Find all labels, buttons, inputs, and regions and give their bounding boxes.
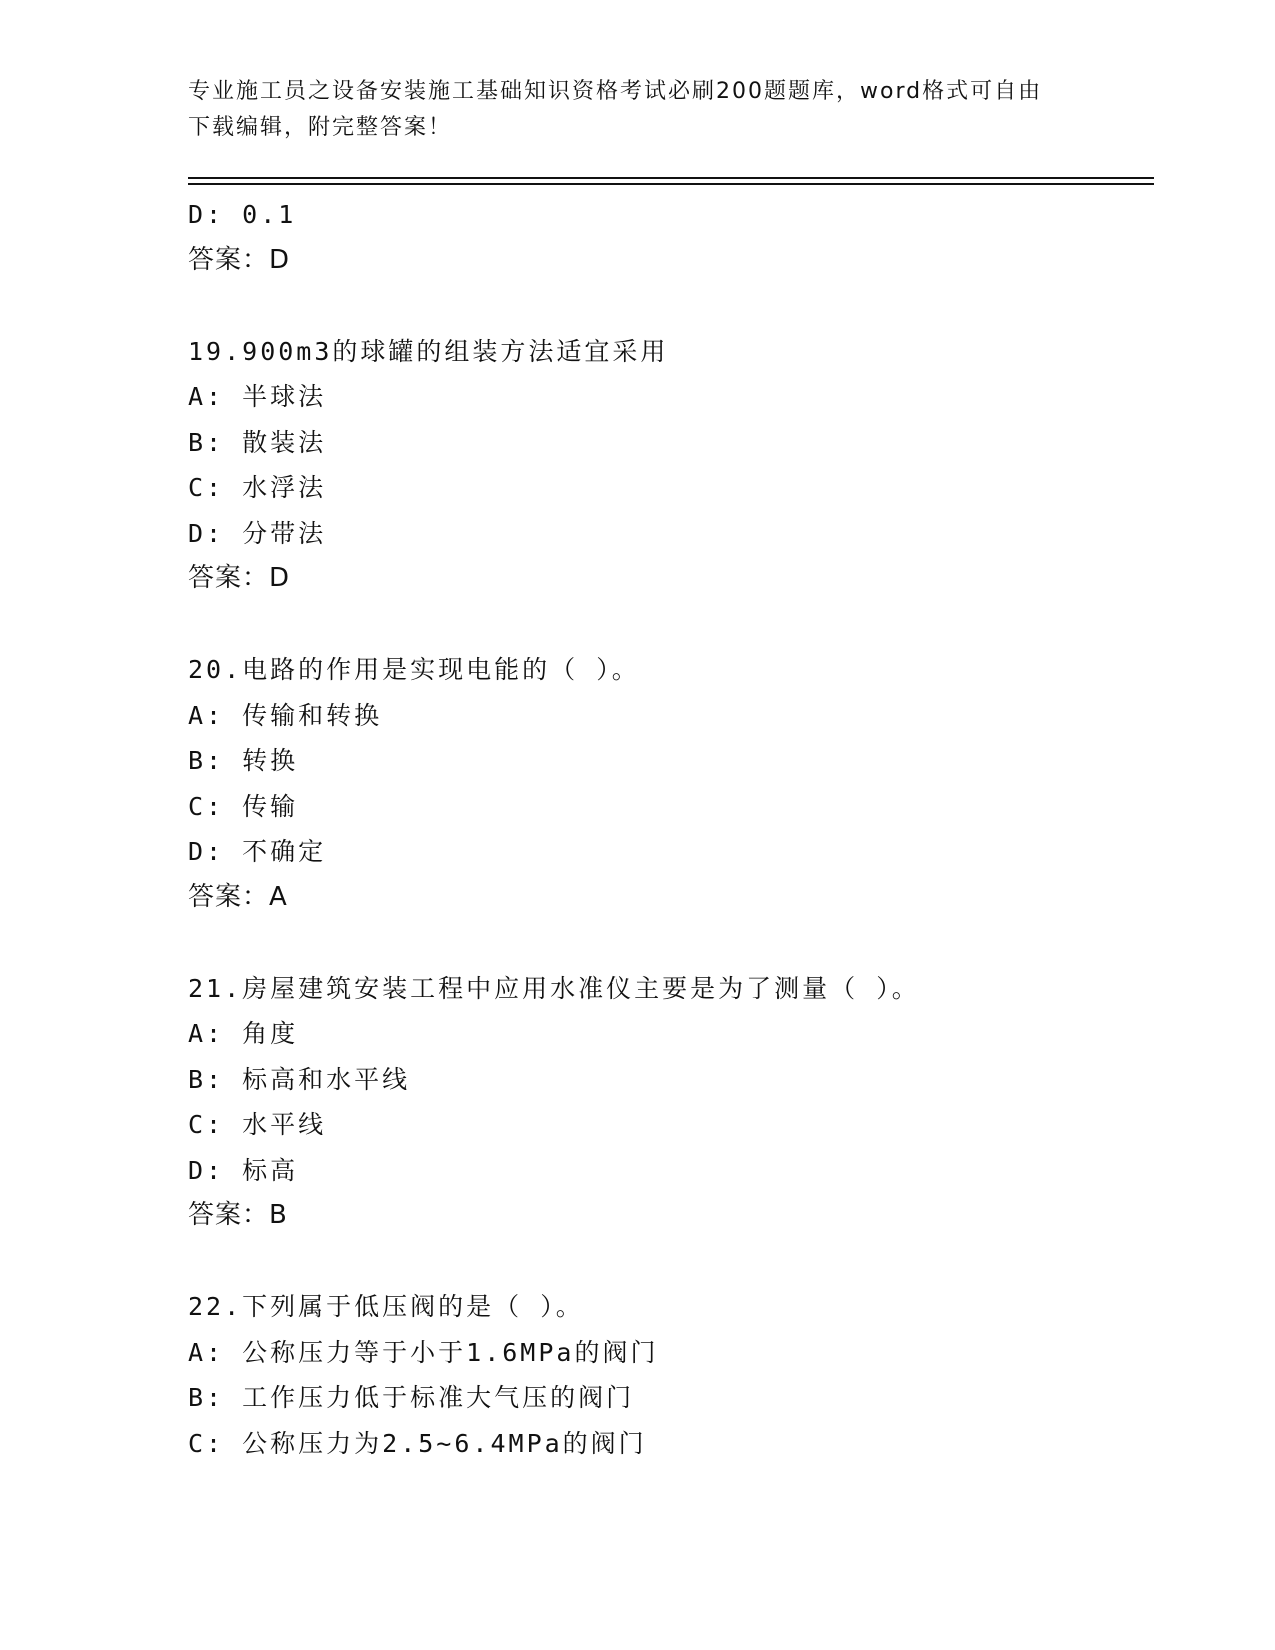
question-stem: 21.房屋建筑安装工程中应用水准仪主要是为了测量（ ）。 — [188, 973, 920, 1003]
option-d: D: 标高 — [188, 1155, 299, 1185]
document-title-line-2: 下载编辑，附完整答案！ — [188, 115, 453, 140]
option-a: A: 半球法 — [188, 382, 327, 411]
question-stem: 19.900m3的球罐的组装方法适宜采用 — [188, 336, 669, 366]
answer-line: 答案：D — [188, 563, 291, 593]
option-c: C: 公称压力为2.5~6.4MPa的阀门 — [188, 1428, 647, 1458]
header-divider-top — [188, 177, 1154, 179]
spacer — [188, 283, 1154, 329]
answer-line: 答案：D — [188, 244, 291, 275]
header-divider-bottom — [188, 183, 1154, 185]
option-c: C: 水浮法 — [188, 473, 327, 502]
question-22 — [188, 1284, 1154, 1466]
option-b: B: 散装法 — [188, 427, 327, 457]
document-title-line-1: 专业施工员之设备安装施工基础知识资格考试必刷200题题库，word格式可自由 — [188, 79, 1043, 104]
question-list — [188, 192, 1154, 1466]
option-a: A: 公称压力等于小于1.6MPa的阀门 — [188, 1337, 659, 1367]
option-b: B: 标高和水平线 — [188, 1064, 411, 1094]
answer-line: 答案：A — [188, 881, 288, 912]
option-b: B: 工作压力低于标准大气压的阀门 — [188, 1383, 635, 1412]
previous-question-fragment — [188, 192, 1154, 283]
option-d: D: 不确定 — [188, 837, 327, 866]
page-header — [188, 74, 1088, 146]
option-b: B: 转换 — [188, 746, 299, 775]
answer-line: 答案：B — [188, 1200, 288, 1230]
question-stem: 20.电路的作用是实现电能的（ ）。 — [188, 655, 640, 684]
question-19 — [188, 329, 1154, 602]
spacer — [188, 920, 1154, 966]
option-a: A: 角度 — [188, 1019, 299, 1048]
option-d: D: 分带法 — [188, 518, 327, 548]
question-21 — [188, 966, 1154, 1239]
option-c: C: 水平线 — [188, 1110, 327, 1139]
option-a: A: 传输和转换 — [188, 700, 383, 730]
question-stem: 22.下列属于低压阀的是（ ）。 — [188, 1292, 584, 1321]
spacer — [188, 602, 1154, 648]
spacer — [188, 1239, 1154, 1285]
question-20 — [188, 647, 1154, 920]
option-c: C: 传输 — [188, 791, 299, 821]
option-d: D: 0.1 — [188, 200, 297, 229]
